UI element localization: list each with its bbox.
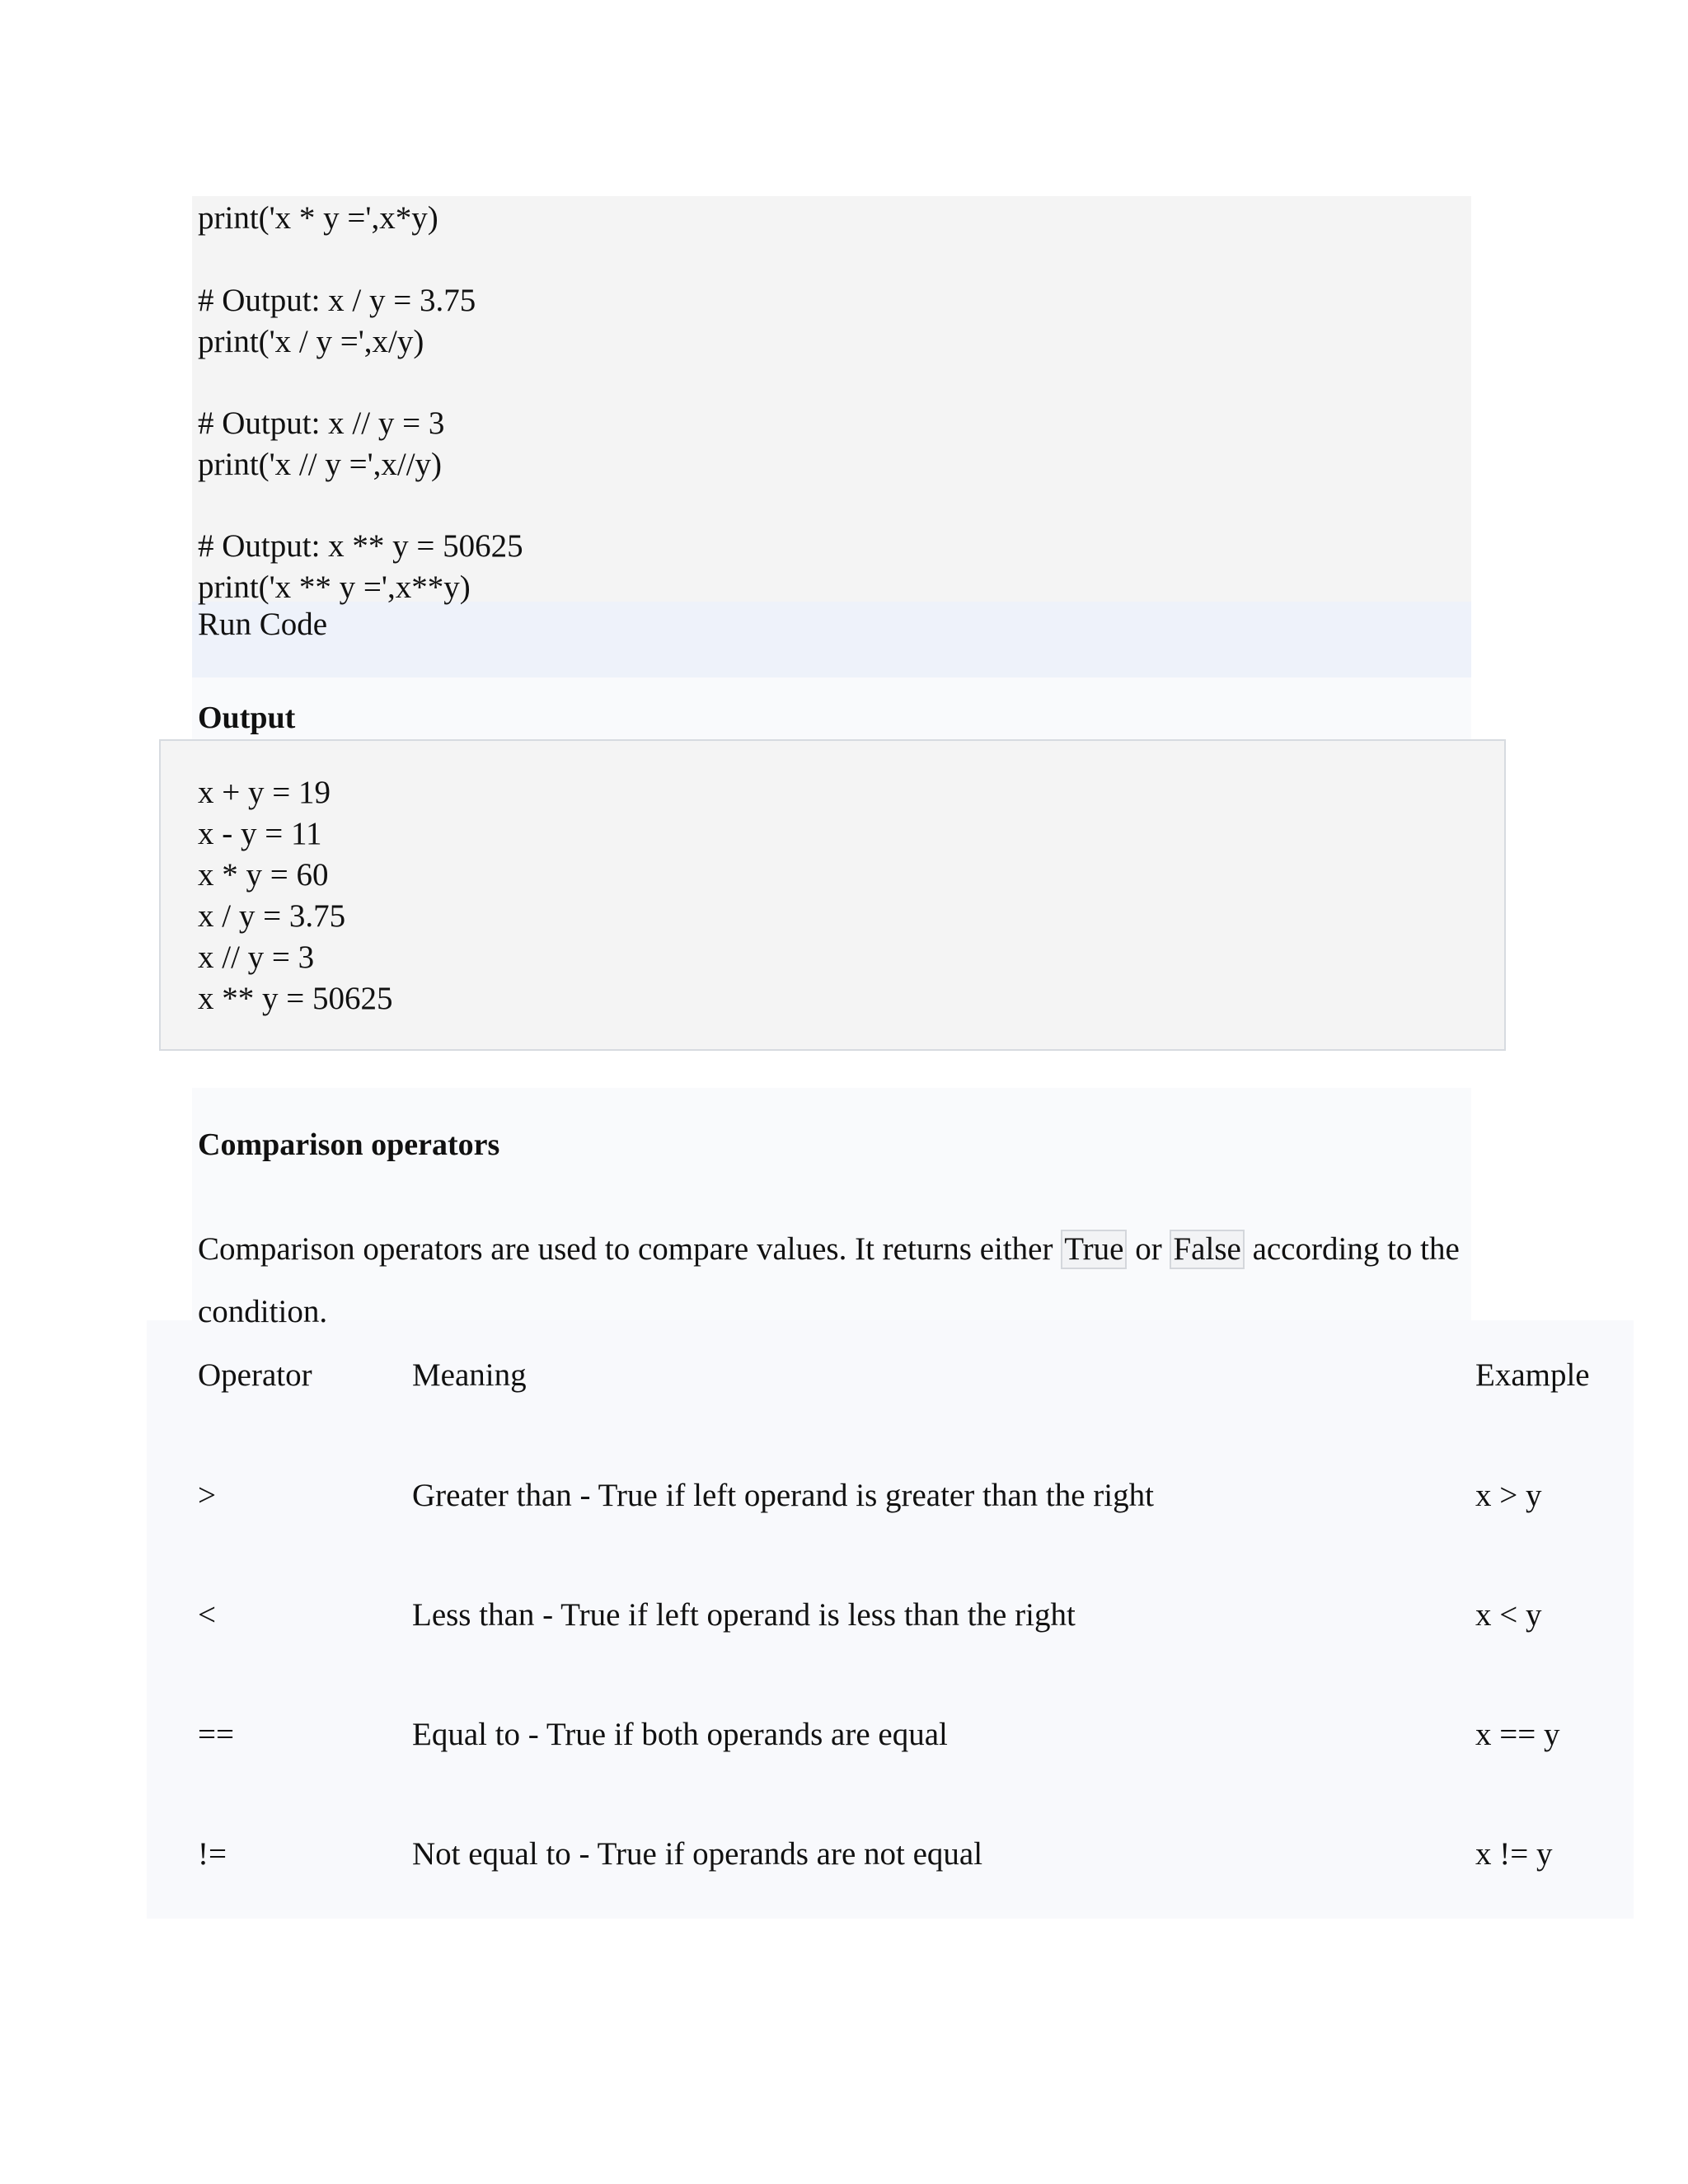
table-cell-example: x != y <box>1475 1836 1553 1872</box>
table-cell-meaning: Greater than - True if left operand is greater than the right <box>412 1478 1154 1513</box>
table-cell-operator: == <box>198 1717 234 1752</box>
table-header-meaning: Meaning <box>412 1357 527 1393</box>
code-line: print('x / y =',x/y) <box>198 324 424 359</box>
output-line: x + y = 19 <box>198 775 331 810</box>
table-cell-meaning: Less than - True if left operand is less than the right <box>412 1597 1076 1633</box>
table-cell-meaning: Equal to - True if both operands are equal <box>412 1717 948 1752</box>
output-line: x // y = 3 <box>198 940 315 975</box>
table-header-example: Example <box>1475 1357 1590 1393</box>
table-cell-example: x > y <box>1475 1478 1542 1513</box>
table-header-operator: Operator <box>198 1357 312 1393</box>
output-heading: Output <box>198 701 296 735</box>
output-line: x - y = 11 <box>198 816 322 851</box>
paragraph-text: or <box>1127 1231 1170 1267</box>
run-code-bar[interactable] <box>192 602 1471 677</box>
table-cell-operator: < <box>198 1597 216 1633</box>
inline-code-false: False <box>1170 1230 1244 1269</box>
table-cell-operator: != <box>198 1836 227 1872</box>
table-cell-example: x == y <box>1475 1717 1560 1752</box>
table-cell-example: x < y <box>1475 1597 1542 1633</box>
output-line: x * y = 60 <box>198 857 329 893</box>
code-line: # Output: x // y = 3 <box>198 405 445 441</box>
section-heading: Comparison operators <box>198 1127 500 1162</box>
code-line: print('x ** y =',x**y) <box>198 569 471 605</box>
code-line: print('x * y =',x*y) <box>198 200 438 236</box>
paragraph-text: Comparison operators are used to compare values. It returns either <box>198 1231 1062 1267</box>
code-line: # Output: x ** y = 50625 <box>198 528 523 564</box>
inline-code-true: True <box>1061 1230 1127 1269</box>
code-line: print('x // y =',x//y) <box>198 447 443 482</box>
table-cell-operator: > <box>198 1478 216 1513</box>
output-heading-band <box>192 677 1471 739</box>
code-line: # Output: x / y = 3.75 <box>198 283 476 318</box>
section-paragraph <box>198 1218 1467 1343</box>
paragraph-text: according to the condition. <box>198 1231 1460 1329</box>
output-line: x ** y = 50625 <box>198 981 393 1016</box>
run-code-button[interactable]: Run Code <box>198 607 328 642</box>
output-line: x / y = 3.75 <box>198 898 346 934</box>
table-cell-meaning: Not equal to - True if operands are not equal <box>412 1836 983 1872</box>
